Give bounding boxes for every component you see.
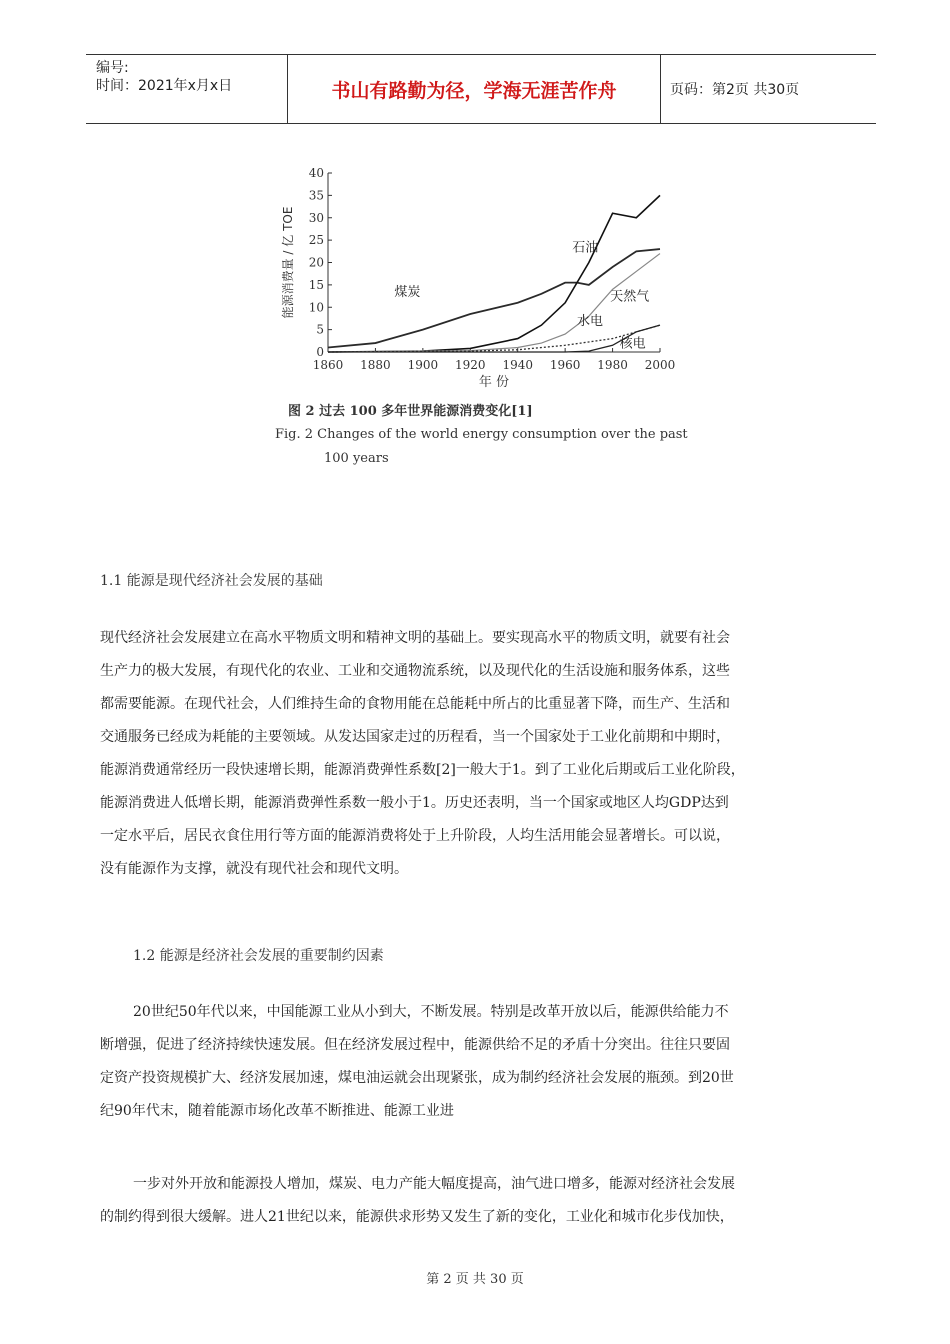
x-tick-label: 1860 xyxy=(312,358,344,372)
header-page-number: 页码：第2页 共30页 xyxy=(670,82,800,98)
section-2-paragraph-1 xyxy=(100,996,865,1128)
section-2-paragraph-2 xyxy=(100,1168,865,1234)
figure-caption-en-line2: 100 years xyxy=(324,451,389,466)
section-1-heading: 1.1 能源是现代经济社会发展的基础 xyxy=(100,573,323,589)
y-tick-label: 15 xyxy=(308,277,324,292)
section-1-line: 能源消费进人低增长期，能源消费弹性系数一般小于1。历史还表明，当一个国家或地区人均GDP达到 xyxy=(100,795,729,811)
x-tick-label: 1900 xyxy=(407,358,439,372)
document-number-label: 编号: xyxy=(96,60,129,76)
section-2-line: 断增强，促进了经济持续快速发展。但在经济发展过程中，能源供给不足的矛盾十分突出。往往只要固 xyxy=(100,1037,730,1053)
section-2-heading: 1.2 能源是经济社会发展的重要制约因素 xyxy=(133,948,384,964)
figure-caption-cn: 图 2 过去 100 多年世界能源消费变化[1] xyxy=(288,404,533,419)
x-tick-label: 1940 xyxy=(502,358,533,372)
x-tick-label: 2000 xyxy=(644,358,676,372)
section-1-line: 生产力的极大发展，有现代化的农业、工业和交通物流系统，以及现代化的生活设施和服务体系，这些 xyxy=(100,663,730,679)
y-tick-label: 0 xyxy=(316,345,324,359)
energy-chart xyxy=(270,145,690,395)
section-1-line: 都需要能源。在现代社会，人们维持生命的食物用能在总能耗中所占的比重显著下降，而生产、生活和 xyxy=(100,696,730,712)
y-tick-label: 25 xyxy=(308,233,324,248)
section-2-line: 一步对外开放和能源投人增加，煤炭、电力产能大幅度提高，油气进口增多，能源对经济社会发展 xyxy=(133,1176,735,1192)
y-tick-label: 30 xyxy=(308,210,324,225)
y-tick-label: 20 xyxy=(308,255,324,270)
page-header xyxy=(86,54,876,124)
series-line xyxy=(328,195,660,352)
series-line xyxy=(328,325,660,352)
series-label: 天然气 xyxy=(610,289,650,305)
x-axis-label: 年 份 xyxy=(478,375,510,390)
x-tick-label: 1960 xyxy=(549,358,581,372)
section-2-line: 20世纪50年代以来，中国能源工业从小到大，不断发展。特别是改革开放以后，能源供给能力不 xyxy=(133,1004,729,1020)
energy-consumption-figure xyxy=(270,145,690,475)
y-tick-label: 35 xyxy=(308,188,324,203)
series-label: 石油 xyxy=(572,240,599,256)
x-tick-label: 1920 xyxy=(455,358,486,372)
y-axis-label: 能源消费量 / 亿 TOE xyxy=(281,206,295,319)
y-tick-label: 40 xyxy=(308,166,324,180)
series-line xyxy=(328,325,660,352)
y-tick-label: 5 xyxy=(316,322,324,337)
header-meta xyxy=(86,55,286,127)
section-1-line: 没有能源作为支撑，就没有现代社会和现代文明。 xyxy=(100,861,408,877)
section-2-line: 纪90年代末，随着能源市场化改革不断推进、能源工业进 xyxy=(100,1103,454,1119)
y-tick-label: 10 xyxy=(308,300,324,315)
section-1-line: 一定水平后，居民衣食住用行等方面的能源消费将处于上升阶段，人均生活用能会显著增长。可以说， xyxy=(100,828,730,844)
document-time-label: 时间：2021年x月x日 xyxy=(96,78,233,94)
x-tick-label: 1980 xyxy=(597,358,628,372)
section-2-line: 定资产投资规模扩大、经济发展加速，煤电油运就会出现紧张，成为制约经济社会发展的瓶颈。到20世 xyxy=(100,1070,734,1086)
figure-caption-en-line1: Fig. 2 Changes of the world energy consumption over the past xyxy=(275,427,688,442)
section-2-line: 的制约得到很大缓解。进人21世纪以来，能源供求形势又发生了新的变化，工业化和城市化步伐加快， xyxy=(100,1209,734,1225)
section-1-line: 现代经济社会发展建立在高水平物质文明和精神文明的基础上。要实现高水平的物质文明，就要有社会 xyxy=(100,630,730,646)
x-tick-label: 1880 xyxy=(360,358,391,372)
page-footer: 第 2 页 共 30 页 xyxy=(426,1272,524,1287)
header-motto: 书山有路勤为径，学海无涯苦作舟 xyxy=(287,55,661,123)
series-label: 水电 xyxy=(577,314,604,330)
section-1-body xyxy=(100,622,865,886)
section-1-line: 能源消费通常经历一段快速增长期，能源消费弹性系数[2]一般大于1。到了工业化后期或后工业化阶段， xyxy=(100,762,745,778)
series-label: 核电 xyxy=(619,336,646,352)
section-1-line: 交通服务已经成为耗能的主要领域。从发达国家走过的历程看，当一个国家处于工业化前期和中期时， xyxy=(100,729,730,745)
series-label: 煤炭 xyxy=(394,285,421,301)
